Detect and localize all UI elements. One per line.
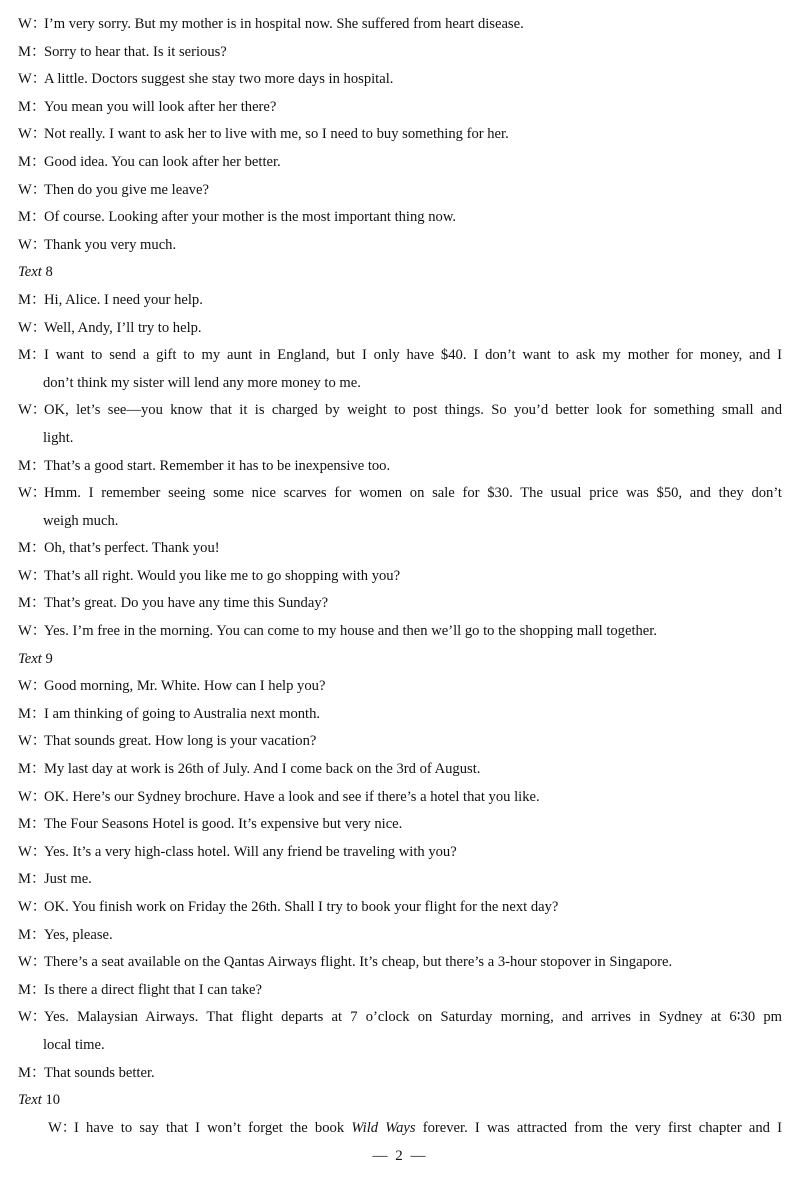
speaker-label: W： bbox=[18, 402, 47, 419]
utterance-text: Not really. I want to ask her to live with me, so I need to buy something for her. bbox=[44, 126, 509, 143]
dialogue-line bbox=[0, 287, 800, 315]
speaker-label: W： bbox=[18, 843, 47, 860]
section-heading bbox=[0, 1087, 800, 1115]
dialogue-line bbox=[0, 811, 800, 839]
dialogue-line bbox=[0, 480, 800, 508]
dialogue-line bbox=[0, 397, 800, 425]
speaker-label: W： bbox=[18, 733, 47, 750]
utterance-text: That sounds better. bbox=[44, 1064, 155, 1081]
utterance-text: That’s all right. Would you like me to go shopping with you? bbox=[44, 567, 401, 584]
dialogue-line bbox=[0, 232, 800, 260]
utterance-text: Then do you give me leave? bbox=[44, 181, 209, 198]
utterance-text: Yes, please. bbox=[44, 926, 113, 943]
dialogue-line bbox=[0, 784, 800, 812]
speaker-label: W： bbox=[18, 623, 47, 640]
utterance-text: Oh, that’s perfect. Thank you! bbox=[44, 540, 220, 557]
dialogue-line bbox=[0, 177, 800, 205]
speaker-label: W： bbox=[18, 485, 47, 502]
dialogue-continuation bbox=[0, 508, 800, 536]
transcript-page bbox=[0, 11, 800, 1142]
speaker-label: W： bbox=[18, 788, 47, 805]
utterance-text: That’s great. Do you have any time this Sunday? bbox=[44, 595, 329, 612]
speaker-label: W： bbox=[18, 126, 47, 143]
speaker-label: M： bbox=[18, 347, 46, 364]
utterance-text: Good idea. You can look after her better. bbox=[44, 153, 281, 170]
dialogue-line bbox=[0, 342, 800, 370]
section-heading-text bbox=[18, 646, 53, 674]
utterance-text: That sounds great. How long is your vacation? bbox=[44, 733, 317, 750]
utterance-text: OK. You finish work on Friday the 26th. Shall I try to book your flight for the next day? bbox=[44, 899, 559, 915]
dialogue-line bbox=[0, 866, 800, 894]
dialogue-line bbox=[0, 894, 800, 922]
speaker-label: M： bbox=[18, 1064, 46, 1081]
dialogue-line bbox=[0, 149, 800, 177]
dialogue-line bbox=[0, 315, 800, 343]
dialogue-line bbox=[0, 204, 800, 232]
speaker-label: M： bbox=[18, 98, 46, 115]
speaker-label: W： bbox=[18, 181, 47, 198]
speaker-label: M： bbox=[18, 871, 46, 888]
utterance-text-before-title: I have to say that I won’t forget the book bbox=[74, 1119, 352, 1136]
speaker-label: W： bbox=[18, 319, 47, 336]
dialogue-continuation bbox=[0, 370, 800, 398]
dialogue-line bbox=[0, 701, 800, 729]
speaker-label: W： bbox=[18, 1009, 47, 1026]
section-label: Text bbox=[18, 264, 42, 281]
section-number: 8 bbox=[45, 264, 53, 281]
dialogue-line bbox=[0, 453, 800, 481]
utterance-text: Sorry to hear that. Is it serious? bbox=[44, 43, 227, 60]
speaker-label: M： bbox=[18, 761, 46, 778]
dialogue-continuation bbox=[0, 1032, 800, 1060]
utterance-text bbox=[74, 1115, 782, 1143]
utterance-text: OK, let’s see—you know that it is charged by weight to post things. So you’d better look for something small and bbox=[44, 402, 782, 419]
utterance-text: Just me. bbox=[44, 871, 92, 888]
dialogue-line bbox=[0, 1060, 800, 1088]
section-label: Text bbox=[18, 1092, 42, 1109]
dialogue-line bbox=[0, 11, 800, 39]
dialogue-line bbox=[0, 977, 800, 1005]
utterance-text: Of course. Looking after your mother is the most important thing now. bbox=[44, 209, 457, 226]
section-heading bbox=[0, 646, 800, 674]
dialogue-line bbox=[0, 728, 800, 756]
book-title: Wild Ways bbox=[351, 1119, 416, 1136]
speaker-label: W： bbox=[18, 71, 47, 88]
utterance-continuation-text: don’t think my sister will lend any more money to me. bbox=[43, 374, 361, 391]
dialogue-line bbox=[0, 535, 800, 563]
dialogue-line bbox=[0, 839, 800, 867]
speaker-label: M： bbox=[18, 43, 46, 60]
dialogue-line bbox=[0, 94, 800, 122]
section-number: 9 bbox=[45, 650, 53, 667]
utterance-text: I am thinking of going to Australia next month. bbox=[44, 705, 321, 722]
utterance-text: A little. Doctors suggest she stay two more days in hospital. bbox=[44, 71, 394, 88]
speaker-label: W： bbox=[18, 236, 47, 253]
utterance-text: Well, Andy, I’ll try to help. bbox=[44, 319, 202, 336]
speaker-label: W： bbox=[18, 567, 47, 584]
speaker-label: W： bbox=[18, 954, 47, 971]
utterance-text: I want to send a gift to my aunt in England, but I only have $40. I don’t want to ask my mother for money, and I bbox=[44, 347, 782, 364]
section-heading bbox=[0, 259, 800, 287]
dialogue-line bbox=[0, 949, 800, 977]
speaker-label: M： bbox=[18, 595, 46, 612]
speaker-label: M： bbox=[18, 981, 46, 998]
dialogue-line bbox=[0, 563, 800, 591]
dialogue-line bbox=[0, 756, 800, 784]
speaker-label: W： bbox=[18, 899, 47, 915]
dialogue-line bbox=[0, 673, 800, 701]
speaker-label: M： bbox=[18, 926, 46, 943]
dialogue-line bbox=[0, 66, 800, 94]
section-heading-text bbox=[18, 1087, 60, 1115]
speaker-label: W： bbox=[48, 1119, 77, 1136]
utterance-text: OK. Here’s our Sydney brochure. Have a look and see if there’s a hotel that you like. bbox=[44, 788, 540, 805]
utterance-text: Good morning, Mr. White. How can I help you? bbox=[44, 678, 326, 695]
page-number: — 2 — bbox=[372, 1148, 428, 1164]
utterance-text: Hi, Alice. I need your help. bbox=[44, 291, 203, 308]
utterance-text: There’s a seat available on the Qantas Airways flight. It’s cheap, but there’s a 3-hour stopover in Singapore. bbox=[44, 954, 673, 971]
utterance-continuation-text: local time. bbox=[43, 1036, 105, 1053]
section-heading-text bbox=[18, 259, 53, 287]
dialogue-line bbox=[0, 618, 800, 646]
utterance-continuation-text: light. bbox=[43, 429, 74, 446]
utterance-text: Hmm. I remember seeing some nice scarves for women on sale for $30. The usual price was $50, and they don’t bbox=[44, 485, 782, 502]
utterance-text: Thank you very much. bbox=[44, 236, 177, 253]
utterance-text: I’m very sorry. But my mother is in hospital now. She suffered from heart disease. bbox=[44, 16, 524, 32]
utterance-text: Yes. It’s a very high-class hotel. Will any friend be traveling with you? bbox=[44, 843, 457, 860]
utterance-text-after-title: forever. I was attracted from the very first chapter and I bbox=[415, 1119, 782, 1136]
utterance-text: Yes. Malaysian Airways. That flight departs at 7 o’clock on Saturday morning, and arrives in Sydney at 6∶30 pm bbox=[44, 1009, 782, 1026]
dialogue-line bbox=[0, 1004, 800, 1032]
speaker-label: M： bbox=[18, 153, 46, 170]
section-number: 10 bbox=[45, 1092, 61, 1109]
dialogue-line-indented bbox=[0, 1115, 800, 1143]
speaker-label: M： bbox=[18, 209, 46, 226]
utterance-text: Yes. I’m free in the morning. You can come to my house and then we’ll go to the shopping mall together. bbox=[44, 623, 657, 640]
utterance-text: Is there a direct flight that I can take? bbox=[44, 981, 262, 998]
utterance-text: You mean you will look after her there? bbox=[44, 98, 277, 115]
dialogue-line bbox=[0, 590, 800, 618]
speaker-label: W： bbox=[18, 16, 47, 32]
utterance-text: That’s a good start. Remember it has to be inexpensive too. bbox=[44, 457, 391, 474]
speaker-label: M： bbox=[18, 540, 46, 557]
section-label: Text bbox=[18, 650, 42, 667]
speaker-label: M： bbox=[18, 816, 46, 833]
speaker-label: M： bbox=[18, 705, 46, 722]
speaker-label: M： bbox=[18, 457, 46, 474]
dialogue-line bbox=[0, 922, 800, 950]
speaker-label: W： bbox=[18, 678, 47, 695]
utterance-text: The Four Seasons Hotel is good. It’s expensive but very nice. bbox=[44, 816, 403, 833]
dialogue-continuation bbox=[0, 425, 800, 453]
speaker-label: M： bbox=[18, 291, 46, 308]
utterance-text: My last day at work is 26th of July. And I come back on the 3rd of August. bbox=[44, 761, 481, 778]
dialogue-line bbox=[0, 121, 800, 149]
utterance-continuation-text: weigh much. bbox=[43, 512, 119, 529]
dialogue-line bbox=[0, 39, 800, 67]
